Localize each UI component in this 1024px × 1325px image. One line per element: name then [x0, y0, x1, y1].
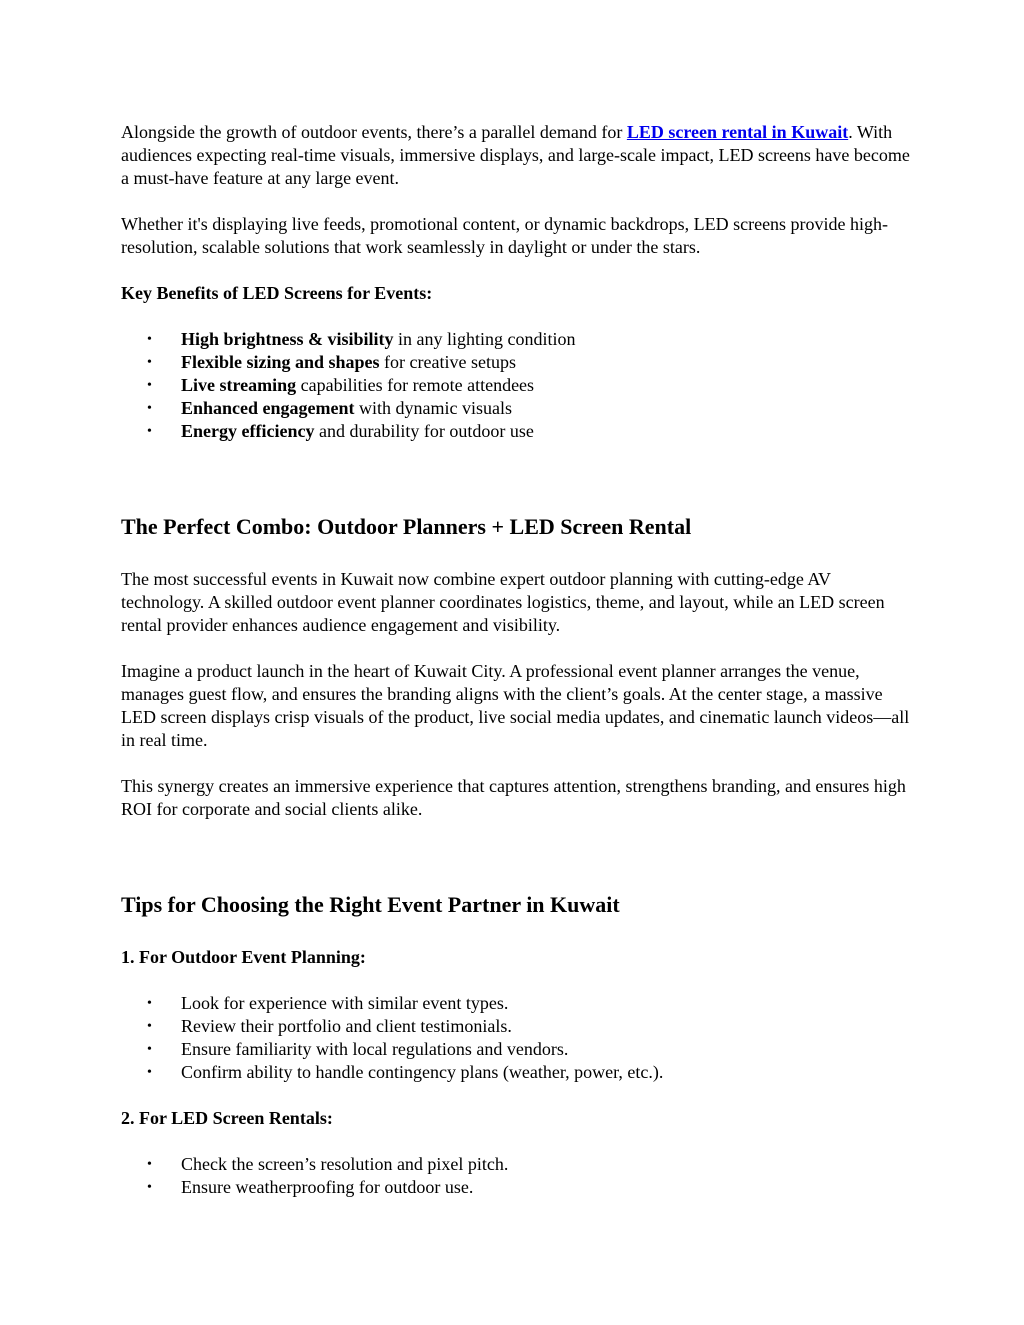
combo-paragraph-1: The most successful events in Kuwait now combine expert outdoor planning with cutting-edge AV technology. A skilled outdoor event planner coordinates logistics, theme, and layout, while an LED screen rental provider enhances audience engagement and visibility.	[121, 569, 885, 635]
document-page	[121, 121, 911, 1222]
benefit-bold: High brightness & visibility	[181, 329, 394, 349]
list-item-text: Check the screen’s resolution and pixel pitch.	[181, 1154, 509, 1174]
benefit-rest: with dynamic visuals	[354, 398, 512, 418]
benefit-rest: and durability for outdoor use	[314, 421, 534, 441]
list-item-text: Ensure familiarity with local regulations and vendors.	[181, 1039, 569, 1059]
intro-text-after-link: . With audiences expecting real-time visuals, immersive displays, and large-scale impact, LED screens have become a must-have feature at any large event.	[121, 122, 910, 188]
list-item	[121, 328, 911, 351]
intro-paragraph-1	[121, 121, 911, 190]
benefits-heading: Key Benefits of LED Screens for Events:	[121, 283, 433, 303]
bullet-icon: •	[147, 401, 152, 416]
benefit-rest: for creative setups	[379, 352, 516, 372]
bullet-icon: •	[147, 1042, 152, 1057]
outdoor-planning-list	[121, 992, 911, 1084]
list-item	[121, 374, 911, 397]
section-spacer	[121, 466, 911, 514]
list-item	[121, 1176, 911, 1199]
outdoor-planning-heading: 1. For Outdoor Event Planning:	[121, 947, 366, 967]
benefit-rest: in any lighting condition	[393, 329, 576, 349]
list-item	[121, 1015, 911, 1038]
list-item	[121, 420, 911, 443]
combo-paragraph-2: Imagine a product launch in the heart of Kuwait City. A professional event planner arranges the venue, manages guest flow, and ensures the branding aligns with the client’s goals. At the center stage, a massive LED screen displays crisp visuals of the product, live social media updates, and cinematic launch videos—all in real time.	[121, 661, 910, 750]
benefit-rest: capabilities for remote attendees	[296, 375, 535, 395]
bullet-icon: •	[147, 378, 152, 393]
bullet-icon: •	[147, 1065, 152, 1080]
list-item	[121, 1153, 911, 1176]
led-screen-rental-link[interactable]: LED screen rental in Kuwait	[626, 122, 849, 142]
tips-heading: Tips for Choosing the Right Event Partner in Kuwait	[121, 892, 620, 917]
bullet-icon: •	[147, 1157, 152, 1172]
intro-text-before-link: Alongside the growth of outdoor events, there’s a parallel demand for	[121, 122, 627, 142]
bullet-icon: •	[147, 1180, 152, 1195]
led-rentals-list	[121, 1153, 911, 1199]
list-item	[121, 992, 911, 1015]
list-item-text: Look for experience with similar event types.	[181, 993, 509, 1013]
led-rentals-heading: 2. For LED Screen Rentals:	[121, 1108, 333, 1128]
benefit-bold: Energy efficiency	[181, 421, 315, 441]
intro-paragraph-2: Whether it's displaying live feeds, promotional content, or dynamic backdrops, LED screens provide high-resolution, scalable solutions that work seamlessly in daylight or under the stars.	[121, 214, 889, 257]
list-item-text: Review their portfolio and client testimonials.	[181, 1016, 512, 1036]
list-item	[121, 351, 911, 374]
bullet-icon: •	[147, 996, 152, 1011]
list-item-text: Ensure weatherproofing for outdoor use.	[181, 1177, 474, 1197]
bullet-icon: •	[147, 1019, 152, 1034]
benefit-bold: Flexible sizing and shapes	[181, 352, 380, 372]
section-spacer	[121, 844, 911, 892]
bullet-icon: •	[147, 424, 152, 439]
list-item-text: Confirm ability to handle contingency plans (weather, power, etc.).	[181, 1062, 664, 1082]
list-item	[121, 1061, 911, 1084]
bullet-icon: •	[147, 355, 152, 370]
list-item	[121, 1038, 911, 1061]
bullet-icon: •	[147, 332, 152, 347]
benefits-list	[121, 328, 911, 443]
benefit-bold: Enhanced engagement	[181, 398, 355, 418]
combo-heading: The Perfect Combo: Outdoor Planners + LED Screen Rental	[121, 514, 692, 539]
benefit-bold: Live streaming	[181, 375, 297, 395]
list-item	[121, 397, 911, 420]
combo-paragraph-3: This synergy creates an immersive experience that captures attention, strengthens branding, and ensures high ROI for corporate and social clients alike.	[121, 776, 906, 819]
